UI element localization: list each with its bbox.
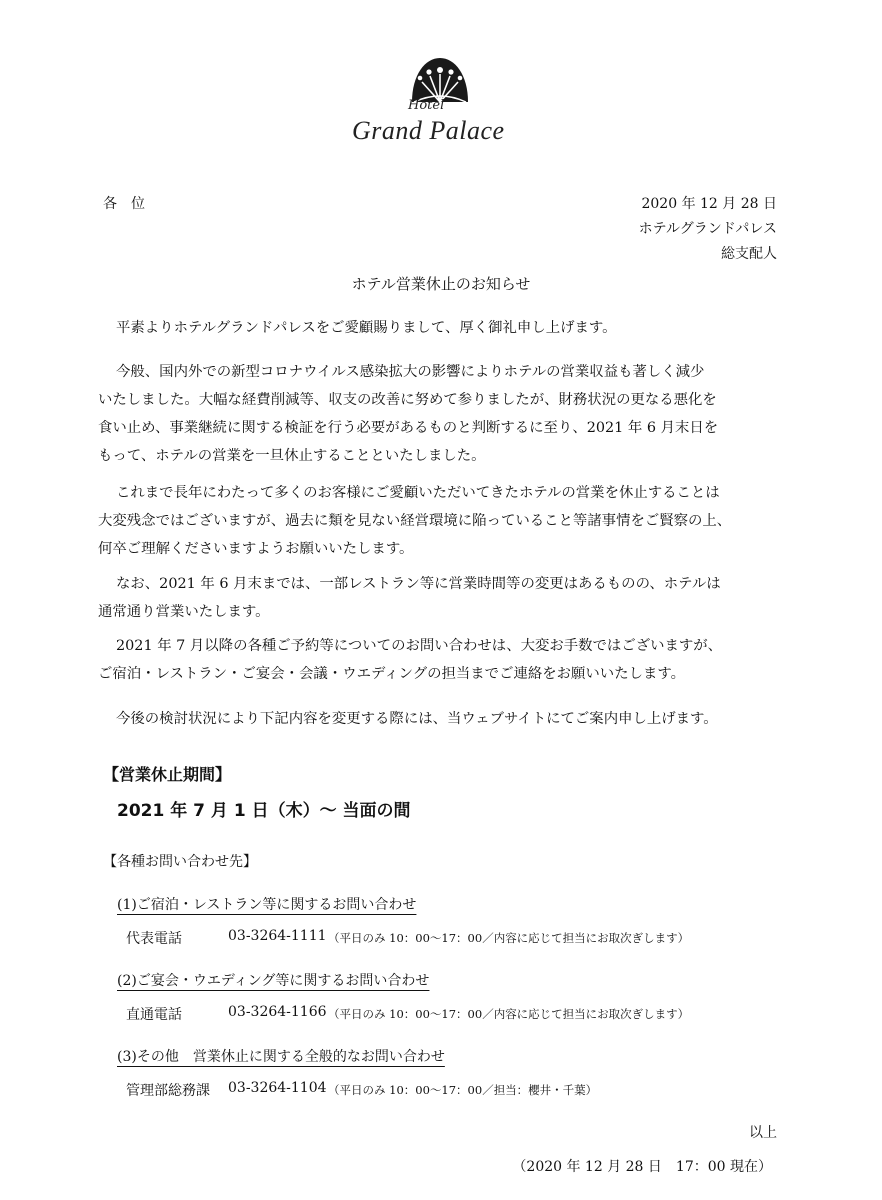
paragraph-line: 今後の検討状況により下記内容を変更する際には、当ウェブサイトにてご案内申し上げます。 xyxy=(116,711,718,727)
contact-2-phone[interactable]: 03-3264-1166 xyxy=(228,1004,327,1020)
page-title: ホテル営業休止のお知らせ xyxy=(351,275,531,293)
contact-3-heading: (3)その他 営業休止に関する全般的なお問い合わせ xyxy=(117,1049,445,1065)
contact-2-heading: (2)ご宴会・ウエディング等に関するお問い合わせ xyxy=(117,973,430,989)
closure-heading: 【営業休止期間】 xyxy=(103,765,232,784)
contact-1-note: （平日のみ 10：00～17：00／内容に応じて担当にお取次ぎします） xyxy=(328,931,690,945)
paragraph-line: なお、2021 年 6 月末までは、一部レストラン等に営業時間等の変更はあるものの、ホテルは xyxy=(116,576,721,592)
paragraph-line: ご宿泊・レストラン・ご宴会・会議・ウエディングの担当までご連絡をお願いいたします。 xyxy=(98,666,685,682)
sender-title: 総支配人 xyxy=(721,246,777,262)
contacts-heading: 【各種お問い合わせ先】 xyxy=(103,854,257,870)
paragraph-line: 今般、国内外での新型コロナウイルス感染拡大の影響によりホテルの営業収益も著しく減少 xyxy=(116,364,705,380)
paragraph-line: これまで長年にわたって多くのお客様にご愛顧いただいてきたホテルの営業を休止することは xyxy=(116,485,720,501)
closing-mark: 以上 xyxy=(749,1125,777,1141)
contact-3-label: 管理部総務課 xyxy=(126,1083,210,1099)
contact-2-label: 直通電話 xyxy=(126,1007,182,1023)
closure-period: 2021 年 7 月 1 日（木）～ 当面の間 xyxy=(117,801,411,821)
paragraph-line: 大変残念ではございますが、過去に類を見ない経営環境に陥っていること等諸事情をご賢察の上、 xyxy=(98,513,732,529)
contact-3-phone[interactable]: 03-3264-1104 xyxy=(228,1080,327,1096)
paragraph-line: 通常通り営業いたします。 xyxy=(98,604,270,620)
logo-hotel-text: Hotel xyxy=(408,98,445,113)
contact-3-note: （平日のみ 10：00～17：00／担当：櫻井・千葉） xyxy=(328,1083,598,1097)
paragraph-reservations xyxy=(98,632,788,688)
paragraph-apology xyxy=(98,479,788,563)
paragraph-line: 2021 年 7 月以降の各種ご予約等についてのお問い合わせは、大変お手数ではございますが、 xyxy=(116,638,723,654)
paragraph-line: もって、ホテルの営業を一旦休止することといたしました。 xyxy=(98,448,486,464)
paragraph-announcement xyxy=(98,358,788,470)
contact-1-label: 代表電話 xyxy=(126,931,182,947)
addressee: 各 位 xyxy=(103,196,145,212)
timestamp: （2020 年 12 月 28 日 17：00 現在） xyxy=(512,1159,772,1175)
paragraph-updates xyxy=(98,705,788,733)
issue-date: 2020 年 12 月 28 日 xyxy=(641,196,777,212)
logo-brand-name: Grand Palace xyxy=(352,116,505,145)
contact-2-note: （平日のみ 10：00～17：00／内容に応じて担当にお取次ぎします） xyxy=(328,1007,690,1021)
paragraph-line: 何卒ご理解くださいますようお願いいたします。 xyxy=(98,541,414,557)
paragraph-greeting xyxy=(98,314,788,342)
paragraph-line: 平素よりホテルグランドパレスをご愛顧賜りまして、厚く御礼申し上げます。 xyxy=(116,320,617,336)
contact-1-phone[interactable]: 03-3264-1111 xyxy=(228,928,327,944)
sender-organization: ホテルグランドパレス xyxy=(638,221,777,237)
paragraph-line: いたしました。大幅な経費削減等、収支の改善に努めて参りましたが、財務状況の更なる悪化を xyxy=(98,392,717,408)
paragraph-line: 食い止め、事業継続に関する検証を行う必要があるものと判断するに至り、2021 年 6 月末日を xyxy=(98,420,719,436)
hotel-logo xyxy=(340,50,540,160)
contact-1-heading: (1)ご宿泊・レストラン等に関するお問い合わせ xyxy=(117,897,417,913)
paragraph-operations xyxy=(98,570,788,626)
